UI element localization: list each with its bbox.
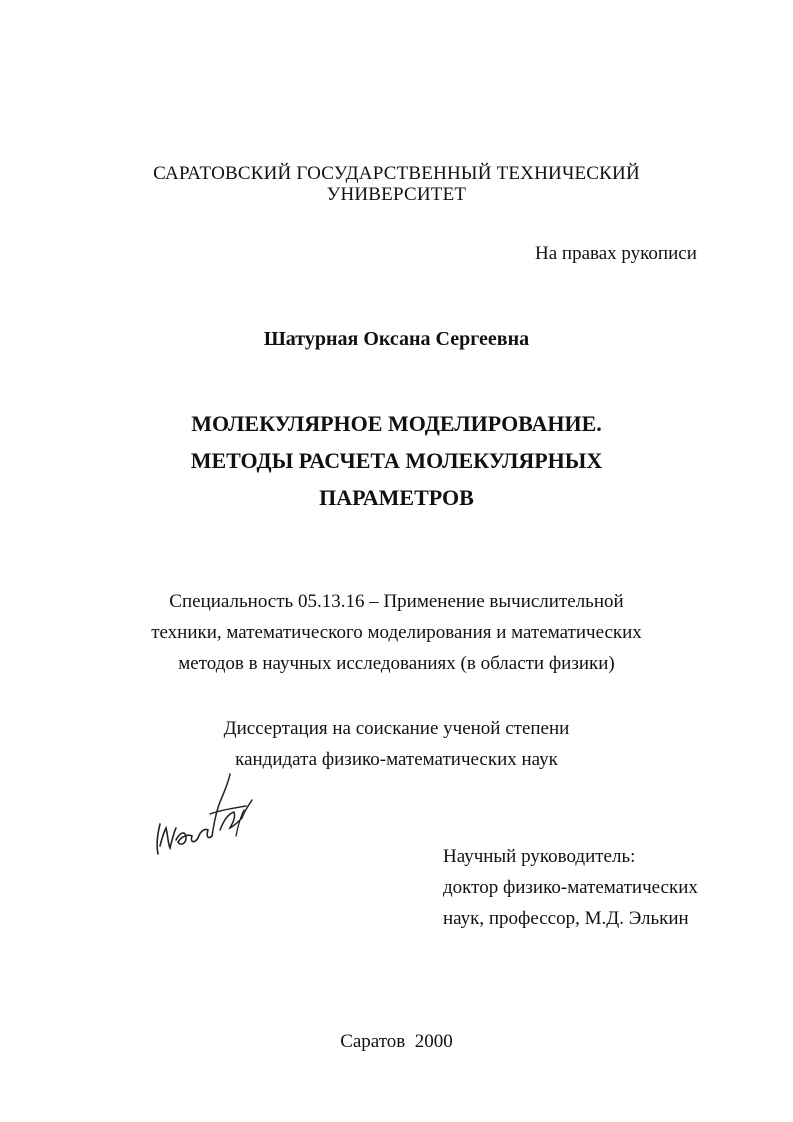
specialty-line1: Специальность 05.13.16 – Применение вычислительной <box>169 591 624 612</box>
supervisor-label: Научный руководитель: <box>443 846 636 867</box>
dissertation-title-line1: МОЛЕКУЛЯРНОЕ МОДЕЛИРОВАНИЕ. <box>191 411 602 436</box>
handwritten-signature <box>150 766 260 866</box>
degree-line1: Диссертация на соискание ученой степени <box>223 718 570 739</box>
manuscript-rights-note: На правах рукописи <box>535 243 697 264</box>
dissertation-title-line2: МЕТОДЫ РАСЧЕТА МОЛЕКУЛЯРНЫХ <box>190 448 603 473</box>
author-name: Шатурная Оксана Сергеевна <box>263 328 530 350</box>
specialty-line3: методов в научных исследованиях (в области физики) <box>178 653 615 674</box>
supervisor-degree: доктор физико-математических <box>443 877 698 898</box>
dissertation-title-line3: ПАРАМЕТРОВ <box>319 485 474 510</box>
university-name-line2: УНИВЕРСИТЕТ <box>326 184 467 205</box>
city-year: Саратов 2000 <box>340 1031 453 1052</box>
university-name-line1: САРАТОВСКИЙ ГОСУДАРСТВЕННЫЙ ТЕХНИЧЕСКИЙ <box>153 163 640 184</box>
degree-line2: кандидата физико-математических наук <box>235 749 558 770</box>
specialty-line2: техники, математического моделирования и математических <box>151 622 642 643</box>
supervisor-name: наук, профессор, М.Д. Элькин <box>443 908 689 929</box>
